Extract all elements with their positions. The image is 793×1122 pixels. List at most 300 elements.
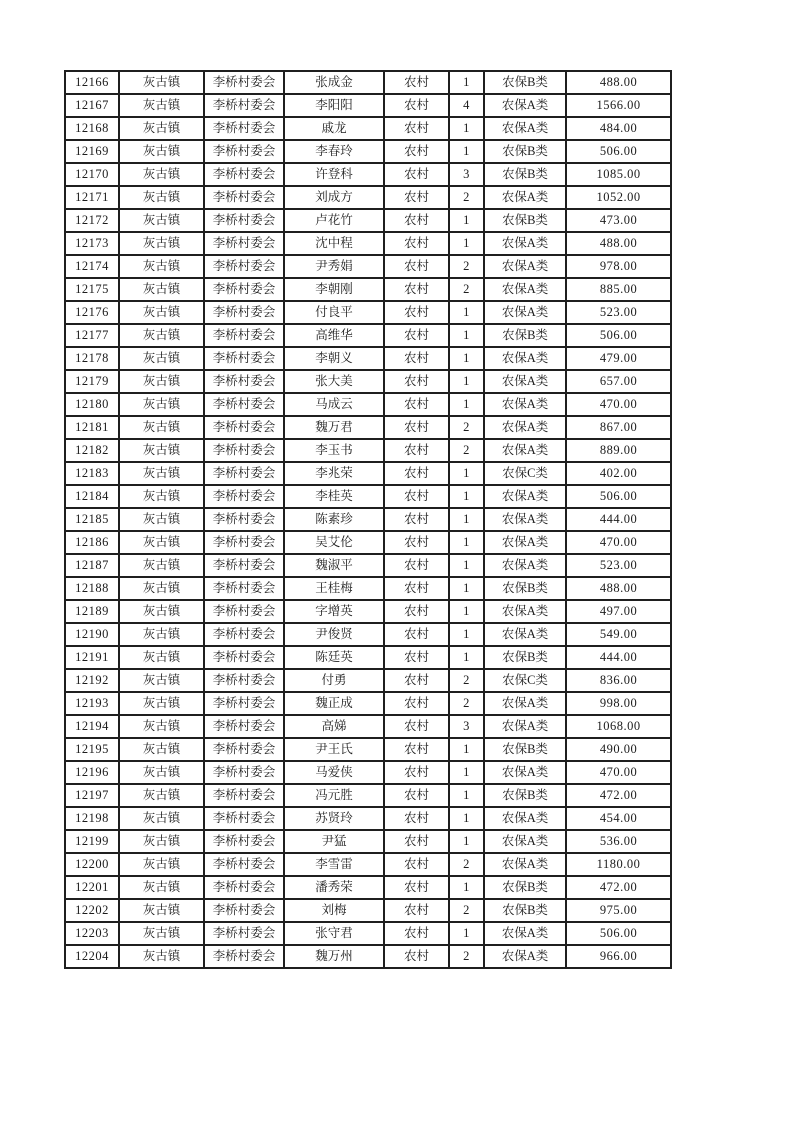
table-row <box>65 715 671 738</box>
table-row <box>65 324 671 347</box>
cell-amount: 867.00 <box>566 416 671 439</box>
cell-town: 灰古镇 <box>119 186 204 209</box>
cell-id: 12177 <box>65 324 119 347</box>
cell-village: 李桥村委会 <box>204 71 284 94</box>
cell-amount: 454.00 <box>566 807 671 830</box>
cell-town: 灰古镇 <box>119 784 204 807</box>
cell-town: 灰古镇 <box>119 738 204 761</box>
cell-amount: 1052.00 <box>566 186 671 209</box>
cell-type: 农保B类 <box>484 784 566 807</box>
cell-id: 12201 <box>65 876 119 899</box>
table-row <box>65 600 671 623</box>
cell-id: 12176 <box>65 301 119 324</box>
cell-village: 李桥村委会 <box>204 393 284 416</box>
cell-id: 12170 <box>65 163 119 186</box>
cell-name: 李朝刚 <box>284 278 384 301</box>
cell-id: 12203 <box>65 922 119 945</box>
cell-amount: 402.00 <box>566 462 671 485</box>
cell-town: 灰古镇 <box>119 462 204 485</box>
cell-name: 张大美 <box>284 370 384 393</box>
cell-category: 农村 <box>384 301 449 324</box>
cell-count: 3 <box>449 715 484 738</box>
cell-type: 农保A类 <box>484 347 566 370</box>
table-row <box>65 462 671 485</box>
cell-name: 李春玲 <box>284 140 384 163</box>
cell-name: 吴艾伦 <box>284 531 384 554</box>
cell-id: 12189 <box>65 600 119 623</box>
cell-count: 2 <box>449 899 484 922</box>
cell-village: 李桥村委会 <box>204 577 284 600</box>
cell-count: 2 <box>449 186 484 209</box>
cell-count: 1 <box>449 531 484 554</box>
cell-village: 李桥村委会 <box>204 738 284 761</box>
cell-amount: 506.00 <box>566 922 671 945</box>
cell-category: 农村 <box>384 853 449 876</box>
table-row <box>65 761 671 784</box>
cell-count: 2 <box>449 416 484 439</box>
cell-id: 12200 <box>65 853 119 876</box>
cell-name: 李雪雷 <box>284 853 384 876</box>
table-row <box>65 853 671 876</box>
cell-name: 高维华 <box>284 324 384 347</box>
cell-name: 冯元胜 <box>284 784 384 807</box>
cell-village: 李桥村委会 <box>204 761 284 784</box>
cell-category: 农村 <box>384 485 449 508</box>
cell-count: 1 <box>449 393 484 416</box>
cell-count: 1 <box>449 508 484 531</box>
cell-name: 尹王氏 <box>284 738 384 761</box>
cell-category: 农村 <box>384 830 449 853</box>
cell-name: 苏贤玲 <box>284 807 384 830</box>
cell-amount: 490.00 <box>566 738 671 761</box>
cell-category: 农村 <box>384 278 449 301</box>
cell-town: 灰古镇 <box>119 439 204 462</box>
table-row <box>65 278 671 301</box>
table-row <box>65 232 671 255</box>
cell-count: 1 <box>449 577 484 600</box>
table-row <box>65 439 671 462</box>
cell-count: 1 <box>449 347 484 370</box>
cell-category: 农村 <box>384 255 449 278</box>
cell-village: 李桥村委会 <box>204 715 284 738</box>
cell-village: 李桥村委会 <box>204 692 284 715</box>
cell-type: 农保B类 <box>484 876 566 899</box>
table-row <box>65 669 671 692</box>
cell-amount: 836.00 <box>566 669 671 692</box>
cell-category: 农村 <box>384 784 449 807</box>
cell-village: 李桥村委会 <box>204 922 284 945</box>
cell-name: 王桂梅 <box>284 577 384 600</box>
cell-category: 农村 <box>384 531 449 554</box>
cell-name: 马爱侠 <box>284 761 384 784</box>
cell-amount: 470.00 <box>566 393 671 416</box>
cell-town: 灰古镇 <box>119 600 204 623</box>
cell-amount: 506.00 <box>566 140 671 163</box>
cell-name: 李阳阳 <box>284 94 384 117</box>
cell-village: 李桥村委会 <box>204 232 284 255</box>
cell-amount: 549.00 <box>566 623 671 646</box>
cell-type: 农保A类 <box>484 278 566 301</box>
cell-count: 1 <box>449 117 484 140</box>
cell-category: 农村 <box>384 577 449 600</box>
cell-type: 农保A类 <box>484 255 566 278</box>
cell-name: 尹猛 <box>284 830 384 853</box>
cell-count: 1 <box>449 324 484 347</box>
table-row <box>65 646 671 669</box>
cell-type: 农保B类 <box>484 209 566 232</box>
cell-type: 农保A类 <box>484 393 566 416</box>
cell-name: 李朝义 <box>284 347 384 370</box>
cell-type: 农保C类 <box>484 669 566 692</box>
cell-id: 12179 <box>65 370 119 393</box>
cell-category: 农村 <box>384 945 449 968</box>
cell-name: 马成云 <box>284 393 384 416</box>
cell-id: 12166 <box>65 71 119 94</box>
cell-category: 农村 <box>384 899 449 922</box>
cell-town: 灰古镇 <box>119 669 204 692</box>
cell-amount: 497.00 <box>566 600 671 623</box>
cell-town: 灰古镇 <box>119 209 204 232</box>
cell-town: 灰古镇 <box>119 531 204 554</box>
table-row <box>65 922 671 945</box>
cell-category: 农村 <box>384 416 449 439</box>
cell-amount: 444.00 <box>566 508 671 531</box>
table-row <box>65 623 671 646</box>
cell-name: 魏正成 <box>284 692 384 715</box>
cell-name: 卢花竹 <box>284 209 384 232</box>
cell-town: 灰古镇 <box>119 140 204 163</box>
benefits-table <box>64 70 672 969</box>
table-row <box>65 71 671 94</box>
cell-type: 农保A类 <box>484 117 566 140</box>
table-row <box>65 531 671 554</box>
cell-amount: 523.00 <box>566 301 671 324</box>
cell-village: 李桥村委会 <box>204 347 284 370</box>
cell-village: 李桥村委会 <box>204 370 284 393</box>
cell-id: 12168 <box>65 117 119 140</box>
cell-name: 张守君 <box>284 922 384 945</box>
cell-count: 1 <box>449 140 484 163</box>
table-row <box>65 393 671 416</box>
cell-category: 农村 <box>384 462 449 485</box>
cell-name: 陈廷英 <box>284 646 384 669</box>
cell-village: 李桥村委会 <box>204 278 284 301</box>
cell-village: 李桥村委会 <box>204 784 284 807</box>
table-row <box>65 784 671 807</box>
table-row <box>65 876 671 899</box>
cell-type: 农保A类 <box>484 301 566 324</box>
cell-type: 农保A类 <box>484 531 566 554</box>
cell-id: 12191 <box>65 646 119 669</box>
table-body <box>65 71 671 968</box>
cell-name: 潘秀荣 <box>284 876 384 899</box>
cell-count: 1 <box>449 554 484 577</box>
cell-category: 农村 <box>384 738 449 761</box>
cell-amount: 488.00 <box>566 577 671 600</box>
cell-count: 1 <box>449 370 484 393</box>
cell-town: 灰古镇 <box>119 71 204 94</box>
cell-id: 12188 <box>65 577 119 600</box>
cell-village: 李桥村委会 <box>204 830 284 853</box>
cell-town: 灰古镇 <box>119 715 204 738</box>
cell-amount: 473.00 <box>566 209 671 232</box>
cell-amount: 506.00 <box>566 485 671 508</box>
cell-town: 灰古镇 <box>119 623 204 646</box>
cell-count: 2 <box>449 255 484 278</box>
cell-town: 灰古镇 <box>119 577 204 600</box>
cell-name: 字增英 <box>284 600 384 623</box>
cell-name: 魏淑平 <box>284 554 384 577</box>
cell-type: 农保A类 <box>484 370 566 393</box>
cell-type: 农保A类 <box>484 623 566 646</box>
cell-town: 灰古镇 <box>119 393 204 416</box>
cell-type: 农保B类 <box>484 577 566 600</box>
table-row <box>65 301 671 324</box>
cell-amount: 1085.00 <box>566 163 671 186</box>
cell-id: 12185 <box>65 508 119 531</box>
cell-category: 农村 <box>384 393 449 416</box>
table-row <box>65 899 671 922</box>
cell-id: 12173 <box>65 232 119 255</box>
cell-category: 农村 <box>384 669 449 692</box>
cell-id: 12182 <box>65 439 119 462</box>
cell-count: 2 <box>449 853 484 876</box>
table-row <box>65 163 671 186</box>
cell-town: 灰古镇 <box>119 347 204 370</box>
cell-id: 12167 <box>65 94 119 117</box>
cell-id: 12181 <box>65 416 119 439</box>
cell-type: 农保A类 <box>484 186 566 209</box>
cell-village: 李桥村委会 <box>204 140 284 163</box>
cell-type: 农保B类 <box>484 163 566 186</box>
cell-count: 1 <box>449 209 484 232</box>
cell-count: 1 <box>449 830 484 853</box>
cell-category: 农村 <box>384 439 449 462</box>
cell-town: 灰古镇 <box>119 232 204 255</box>
cell-town: 灰古镇 <box>119 301 204 324</box>
cell-count: 1 <box>449 232 484 255</box>
cell-amount: 472.00 <box>566 876 671 899</box>
cell-count: 2 <box>449 669 484 692</box>
cell-amount: 978.00 <box>566 255 671 278</box>
table-row <box>65 186 671 209</box>
cell-count: 4 <box>449 94 484 117</box>
cell-amount: 484.00 <box>566 117 671 140</box>
cell-village: 李桥村委会 <box>204 186 284 209</box>
cell-id: 12183 <box>65 462 119 485</box>
cell-count: 1 <box>449 646 484 669</box>
cell-amount: 889.00 <box>566 439 671 462</box>
cell-count: 1 <box>449 485 484 508</box>
cell-town: 灰古镇 <box>119 807 204 830</box>
table-row <box>65 255 671 278</box>
cell-town: 灰古镇 <box>119 554 204 577</box>
cell-id: 12186 <box>65 531 119 554</box>
cell-amount: 444.00 <box>566 646 671 669</box>
cell-id: 12202 <box>65 899 119 922</box>
cell-amount: 998.00 <box>566 692 671 715</box>
cell-amount: 472.00 <box>566 784 671 807</box>
cell-type: 农保A类 <box>484 94 566 117</box>
cell-count: 1 <box>449 600 484 623</box>
table-row <box>65 830 671 853</box>
cell-type: 农保A类 <box>484 416 566 439</box>
cell-village: 李桥村委会 <box>204 117 284 140</box>
cell-town: 灰古镇 <box>119 94 204 117</box>
cell-count: 1 <box>449 71 484 94</box>
cell-type: 农保A类 <box>484 485 566 508</box>
cell-id: 12204 <box>65 945 119 968</box>
cell-amount: 479.00 <box>566 347 671 370</box>
cell-type: 农保A类 <box>484 761 566 784</box>
cell-amount: 470.00 <box>566 531 671 554</box>
cell-amount: 523.00 <box>566 554 671 577</box>
cell-type: 农保B类 <box>484 646 566 669</box>
cell-village: 李桥村委会 <box>204 508 284 531</box>
cell-type: 农保A类 <box>484 922 566 945</box>
table-row <box>65 807 671 830</box>
cell-village: 李桥村委会 <box>204 807 284 830</box>
cell-id: 12171 <box>65 186 119 209</box>
cell-id: 12197 <box>65 784 119 807</box>
cell-count: 1 <box>449 922 484 945</box>
table-row <box>65 945 671 968</box>
cell-village: 李桥村委会 <box>204 669 284 692</box>
cell-town: 灰古镇 <box>119 761 204 784</box>
cell-town: 灰古镇 <box>119 945 204 968</box>
cell-id: 12174 <box>65 255 119 278</box>
cell-count: 1 <box>449 301 484 324</box>
cell-type: 农保B类 <box>484 324 566 347</box>
cell-town: 灰古镇 <box>119 692 204 715</box>
cell-village: 李桥村委会 <box>204 531 284 554</box>
cell-count: 2 <box>449 945 484 968</box>
table-row <box>65 577 671 600</box>
cell-name: 李兆荣 <box>284 462 384 485</box>
cell-name: 付勇 <box>284 669 384 692</box>
cell-id: 12184 <box>65 485 119 508</box>
cell-amount: 488.00 <box>566 71 671 94</box>
cell-category: 农村 <box>384 715 449 738</box>
cell-village: 李桥村委会 <box>204 623 284 646</box>
cell-id: 12195 <box>65 738 119 761</box>
table-row <box>65 117 671 140</box>
cell-village: 李桥村委会 <box>204 945 284 968</box>
cell-id: 12190 <box>65 623 119 646</box>
cell-type: 农保A类 <box>484 692 566 715</box>
cell-name: 尹俊贤 <box>284 623 384 646</box>
cell-name: 魏万君 <box>284 416 384 439</box>
cell-town: 灰古镇 <box>119 163 204 186</box>
cell-type: 农保A类 <box>484 439 566 462</box>
cell-name: 高娣 <box>284 715 384 738</box>
cell-name: 许登科 <box>284 163 384 186</box>
cell-name: 李桂英 <box>284 485 384 508</box>
cell-count: 1 <box>449 738 484 761</box>
cell-town: 灰古镇 <box>119 485 204 508</box>
cell-village: 李桥村委会 <box>204 163 284 186</box>
cell-town: 灰古镇 <box>119 117 204 140</box>
cell-category: 农村 <box>384 232 449 255</box>
cell-type: 农保A类 <box>484 945 566 968</box>
cell-type: 农保B类 <box>484 899 566 922</box>
cell-town: 灰古镇 <box>119 416 204 439</box>
cell-amount: 536.00 <box>566 830 671 853</box>
table-row <box>65 370 671 393</box>
cell-id: 12175 <box>65 278 119 301</box>
cell-category: 农村 <box>384 876 449 899</box>
cell-count: 1 <box>449 784 484 807</box>
cell-type: 农保A类 <box>484 232 566 255</box>
cell-category: 农村 <box>384 163 449 186</box>
cell-category: 农村 <box>384 324 449 347</box>
cell-id: 12192 <box>65 669 119 692</box>
cell-category: 农村 <box>384 922 449 945</box>
cell-id: 12196 <box>65 761 119 784</box>
cell-town: 灰古镇 <box>119 830 204 853</box>
cell-type: 农保A类 <box>484 715 566 738</box>
cell-type: 农保A类 <box>484 600 566 623</box>
table-row <box>65 347 671 370</box>
cell-village: 李桥村委会 <box>204 853 284 876</box>
cell-category: 农村 <box>384 140 449 163</box>
cell-village: 李桥村委会 <box>204 485 284 508</box>
cell-amount: 975.00 <box>566 899 671 922</box>
cell-category: 农村 <box>384 646 449 669</box>
cell-id: 12180 <box>65 393 119 416</box>
cell-town: 灰古镇 <box>119 324 204 347</box>
cell-count: 1 <box>449 462 484 485</box>
cell-town: 灰古镇 <box>119 646 204 669</box>
cell-name: 刘成方 <box>284 186 384 209</box>
cell-village: 李桥村委会 <box>204 462 284 485</box>
cell-count: 2 <box>449 692 484 715</box>
cell-count: 1 <box>449 623 484 646</box>
cell-village: 李桥村委会 <box>204 600 284 623</box>
cell-village: 李桥村委会 <box>204 646 284 669</box>
cell-count: 1 <box>449 807 484 830</box>
cell-village: 李桥村委会 <box>204 899 284 922</box>
cell-category: 农村 <box>384 209 449 232</box>
cell-type: 农保B类 <box>484 71 566 94</box>
cell-id: 12169 <box>65 140 119 163</box>
cell-count: 3 <box>449 163 484 186</box>
cell-count: 1 <box>449 876 484 899</box>
cell-town: 灰古镇 <box>119 899 204 922</box>
cell-type: 农保A类 <box>484 853 566 876</box>
table-row <box>65 94 671 117</box>
table-row <box>65 554 671 577</box>
cell-type: 农保B类 <box>484 738 566 761</box>
cell-amount: 657.00 <box>566 370 671 393</box>
cell-town: 灰古镇 <box>119 922 204 945</box>
cell-amount: 1180.00 <box>566 853 671 876</box>
cell-town: 灰古镇 <box>119 278 204 301</box>
cell-town: 灰古镇 <box>119 370 204 393</box>
cell-category: 农村 <box>384 71 449 94</box>
cell-category: 农村 <box>384 692 449 715</box>
cell-id: 12198 <box>65 807 119 830</box>
cell-count: 2 <box>449 278 484 301</box>
cell-id: 12193 <box>65 692 119 715</box>
cell-type: 农保A类 <box>484 554 566 577</box>
cell-amount: 885.00 <box>566 278 671 301</box>
cell-town: 灰古镇 <box>119 853 204 876</box>
cell-village: 李桥村委会 <box>204 416 284 439</box>
cell-category: 农村 <box>384 186 449 209</box>
table-row <box>65 140 671 163</box>
table-row <box>65 209 671 232</box>
